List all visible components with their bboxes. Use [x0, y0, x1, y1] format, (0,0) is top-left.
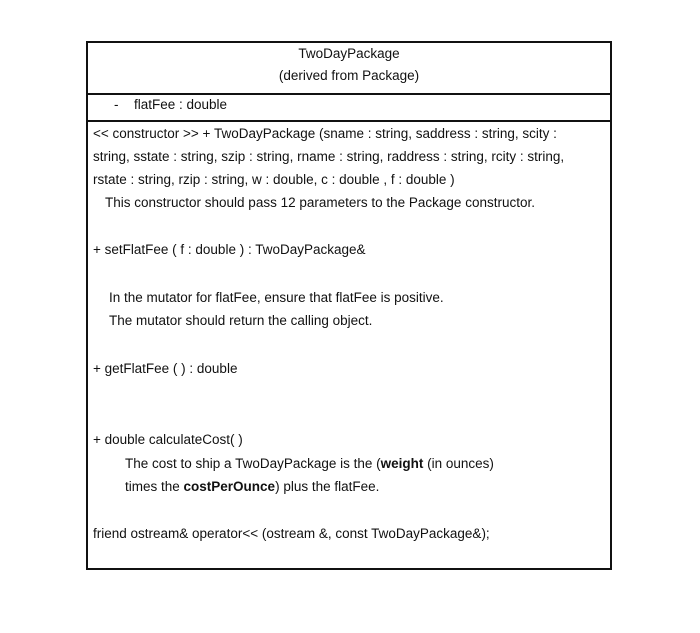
- setflatfee-signature: + setFlatFee ( f : double ) : TwoDayPackage&: [93, 242, 366, 257]
- class-name: TwoDayPackage: [298, 46, 400, 61]
- calculatecost-note-2-a: times the: [125, 479, 184, 494]
- attributes-section: [88, 93, 610, 122]
- calculatecost-note-1-c: (in ounces): [423, 456, 494, 471]
- attribute-visibility: -: [114, 97, 119, 112]
- calculatecost-note-2: [125, 478, 379, 496]
- uml-class-box: [86, 41, 612, 570]
- setflatfee-note-1: In the mutator for flatFee, ensure that flatFee is positive.: [109, 290, 444, 305]
- getflatfee-signature: + getFlatFee ( ) : double: [93, 361, 238, 376]
- setflatfee-note-2: The mutator should return the calling object.: [109, 313, 373, 328]
- constructor-line-1: << constructor >> + TwoDayPackage (sname : string, saddress : string, scity :: [93, 126, 557, 141]
- friend-operator: friend ostream& operator<< (ostream &, const TwoDayPackage&);: [93, 526, 490, 541]
- calculatecost-signature: + double calculateCost( ): [93, 432, 243, 447]
- costperounce-term: costPerOunce: [183, 479, 276, 494]
- calculatecost-note-1: [125, 455, 494, 473]
- constructor-line-3: rstate : string, rzip : string, w : double, c : double , f : double ): [93, 172, 455, 187]
- calculatecost-note-1-a: The cost to ship a TwoDayPackage is the (: [125, 456, 381, 471]
- calculatecost-note-2-c: ) plus the flatFee.: [275, 479, 380, 494]
- constructor-note: This constructor should pass 12 parameters to the Package constructor.: [105, 195, 535, 210]
- constructor-line-2: string, sstate : string, szip : string, rname : string, raddress : string, rcity : string,: [93, 149, 565, 164]
- attribute-flatfee: flatFee : double: [134, 97, 228, 112]
- class-name-section: [88, 43, 610, 95]
- class-subtitle: (derived from Package): [278, 68, 420, 83]
- weight-term: weight: [380, 456, 424, 471]
